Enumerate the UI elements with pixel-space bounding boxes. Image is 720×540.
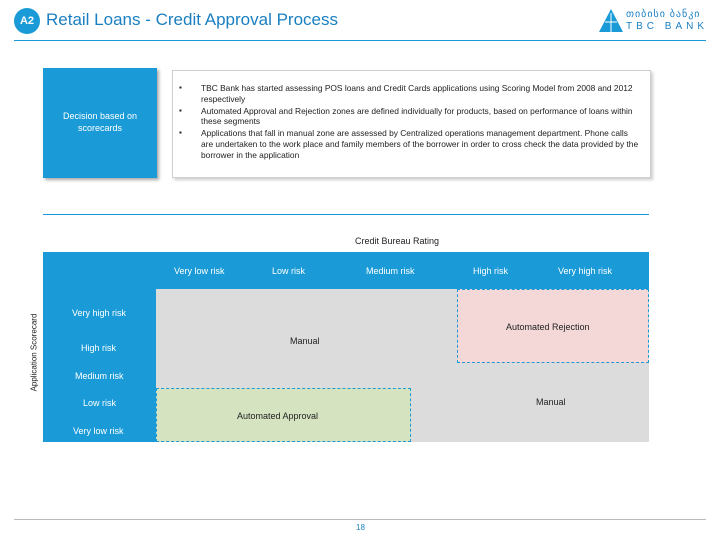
footer-divider <box>14 519 706 520</box>
column-axis-label: Credit Bureau Rating <box>355 236 440 246</box>
row-label: Very low risk <box>73 426 124 436</box>
bullet-item <box>179 83 642 105</box>
bullet-text: Applications that fall in manual zone are assessed by Centralized operations management department. Phone calls are undertaken to the work place and family members of the borrower in order to cross check the data provided by the borrower in the application <box>201 128 639 160</box>
bullet-marker-icon: ▪ <box>179 83 182 92</box>
bullet-text: TBC Bank has started assessing POS loans and Credit Cards applications using Scoring Model from 2008 and 2012 respectively <box>201 83 633 104</box>
logo-text-english: TBC BANK <box>626 21 709 32</box>
bullet-marker-icon: ▪ <box>179 128 182 138</box>
column-header-band <box>43 252 649 289</box>
approval-zone-label: Automated Approval <box>237 411 319 421</box>
column-label: Medium risk <box>366 266 415 276</box>
page-number: 18 <box>356 523 365 532</box>
automated-approval-zone <box>156 388 411 442</box>
column-label: Low risk <box>272 266 306 276</box>
section-badge: A2 <box>14 8 40 34</box>
section-divider <box>43 214 649 215</box>
bullet-marker-icon: ▪ <box>179 105 182 115</box>
bullets-box <box>172 70 651 178</box>
column-label: High risk <box>473 266 509 276</box>
logo-emblem-icon <box>598 8 624 34</box>
row-label: High risk <box>81 343 117 353</box>
rejection-zone-label: Automated Rejection <box>506 322 590 332</box>
header-divider <box>14 40 706 41</box>
row-label: Very high risk <box>72 308 127 318</box>
row-header-band <box>43 289 156 442</box>
page-title: Retail Loans - Credit Approval Process <box>46 10 338 29</box>
automated-rejection-zone <box>457 289 649 363</box>
bullet-text: Automated Approval and Rejection zones are defined individually for products, based on performance of loans within these segments <box>201 105 633 127</box>
manual-zone-label: Manual <box>290 336 320 346</box>
decision-box <box>43 68 157 178</box>
row-label: Low risk <box>83 398 117 408</box>
manual-zone-label: Manual <box>536 397 566 407</box>
bank-logo <box>598 8 708 34</box>
column-label: Very high risk <box>558 266 613 276</box>
row-label: Medium risk <box>75 371 124 381</box>
row-axis-label: Application Scorecard <box>29 313 39 392</box>
decision-box-label: Decision based on scorecards <box>62 111 138 133</box>
column-label: Very low risk <box>174 266 225 276</box>
bullet-item <box>179 128 642 160</box>
logo-text-georgian: თიბისი ბანკი <box>626 9 701 20</box>
bullet-item <box>179 106 642 128</box>
